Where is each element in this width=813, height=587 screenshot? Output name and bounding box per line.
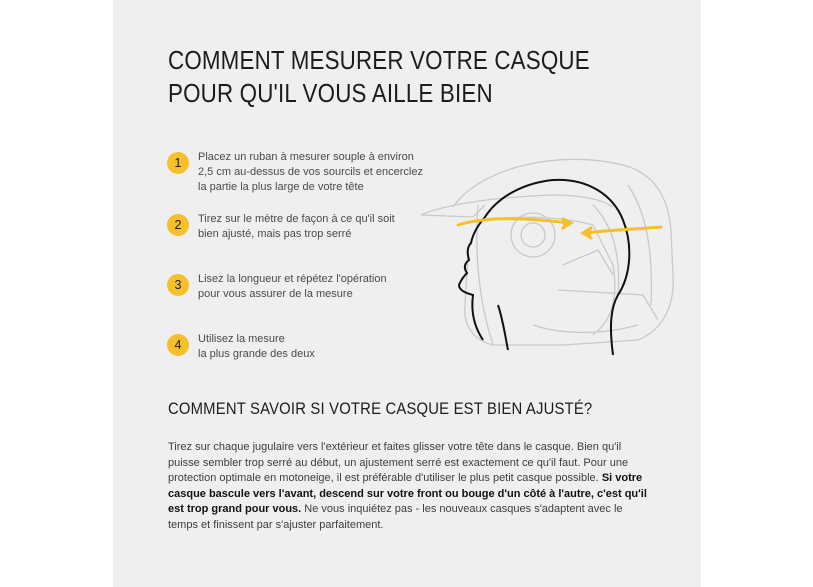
- step-line: Utilisez la mesure: [198, 333, 285, 345]
- step-2: [167, 212, 418, 242]
- step-text: [198, 212, 418, 242]
- step-1: [167, 150, 423, 195]
- step-line: 2,5 cm au-dessus de vos sourcils et encerclez: [198, 166, 423, 178]
- step-number-badge: 1: [167, 152, 189, 174]
- page-title: [168, 44, 590, 110]
- section-subtitle: COMMENT SAVOIR SI VOTRE CASQUE EST BIEN AJUSTÉ?: [168, 400, 593, 418]
- step-text: [198, 150, 423, 195]
- fit-paragraph: [168, 440, 648, 533]
- title-line-2: POUR QU'IL VOUS AILLE BIEN: [168, 78, 493, 108]
- helmet-head-measure-illustration-icon: [413, 145, 683, 375]
- step-line: Tirez sur le mètre de façon à ce qu'il soit: [198, 213, 395, 225]
- paragraph-bold: Si votre casque bascule vers l'avant, descend sur votre front ou bouge d'un côté à l'autre, c'est qu'il est trop grand pour vous.: [168, 472, 647, 515]
- step-number-badge: 3: [167, 274, 189, 296]
- step-line: bien ajusté, mais pas trop serré: [198, 228, 352, 240]
- step-line: pour vous assurer de la mesure: [198, 288, 353, 300]
- paragraph-outro: Ne vous inquiétez pas - les nouveaux casques s'adaptent avec le temps et finissent par s'ajuster parfaitement.: [168, 503, 623, 531]
- step-4: [167, 332, 418, 362]
- title-line-1: COMMENT MESURER VOTRE CASQUE: [168, 45, 590, 75]
- step-text: [198, 272, 418, 302]
- content-panel: [113, 0, 701, 587]
- step-line: Placez un ruban à mesurer souple à environ: [198, 151, 414, 163]
- step-line: la plus grande des deux: [198, 348, 315, 360]
- paragraph-intro: Tirez sur chaque jugulaire vers l'extérieur et faites glisser votre tête dans le casque. Bien qu'il puisse sembler trop serré au début, un ajustement serré est exactement ce qu'il faut. Pour une protection optimale en motoneige, il est préférable d'utiliser le plus petit casque possible.: [168, 441, 629, 484]
- step-text: [198, 332, 418, 362]
- step-line: la partie la plus large de votre tête: [198, 181, 364, 193]
- step-number-badge: 2: [167, 214, 189, 236]
- step-3: [167, 272, 418, 302]
- step-line: Lisez la longueur et répétez l'opération: [198, 273, 387, 285]
- step-number-badge: 4: [167, 334, 189, 356]
